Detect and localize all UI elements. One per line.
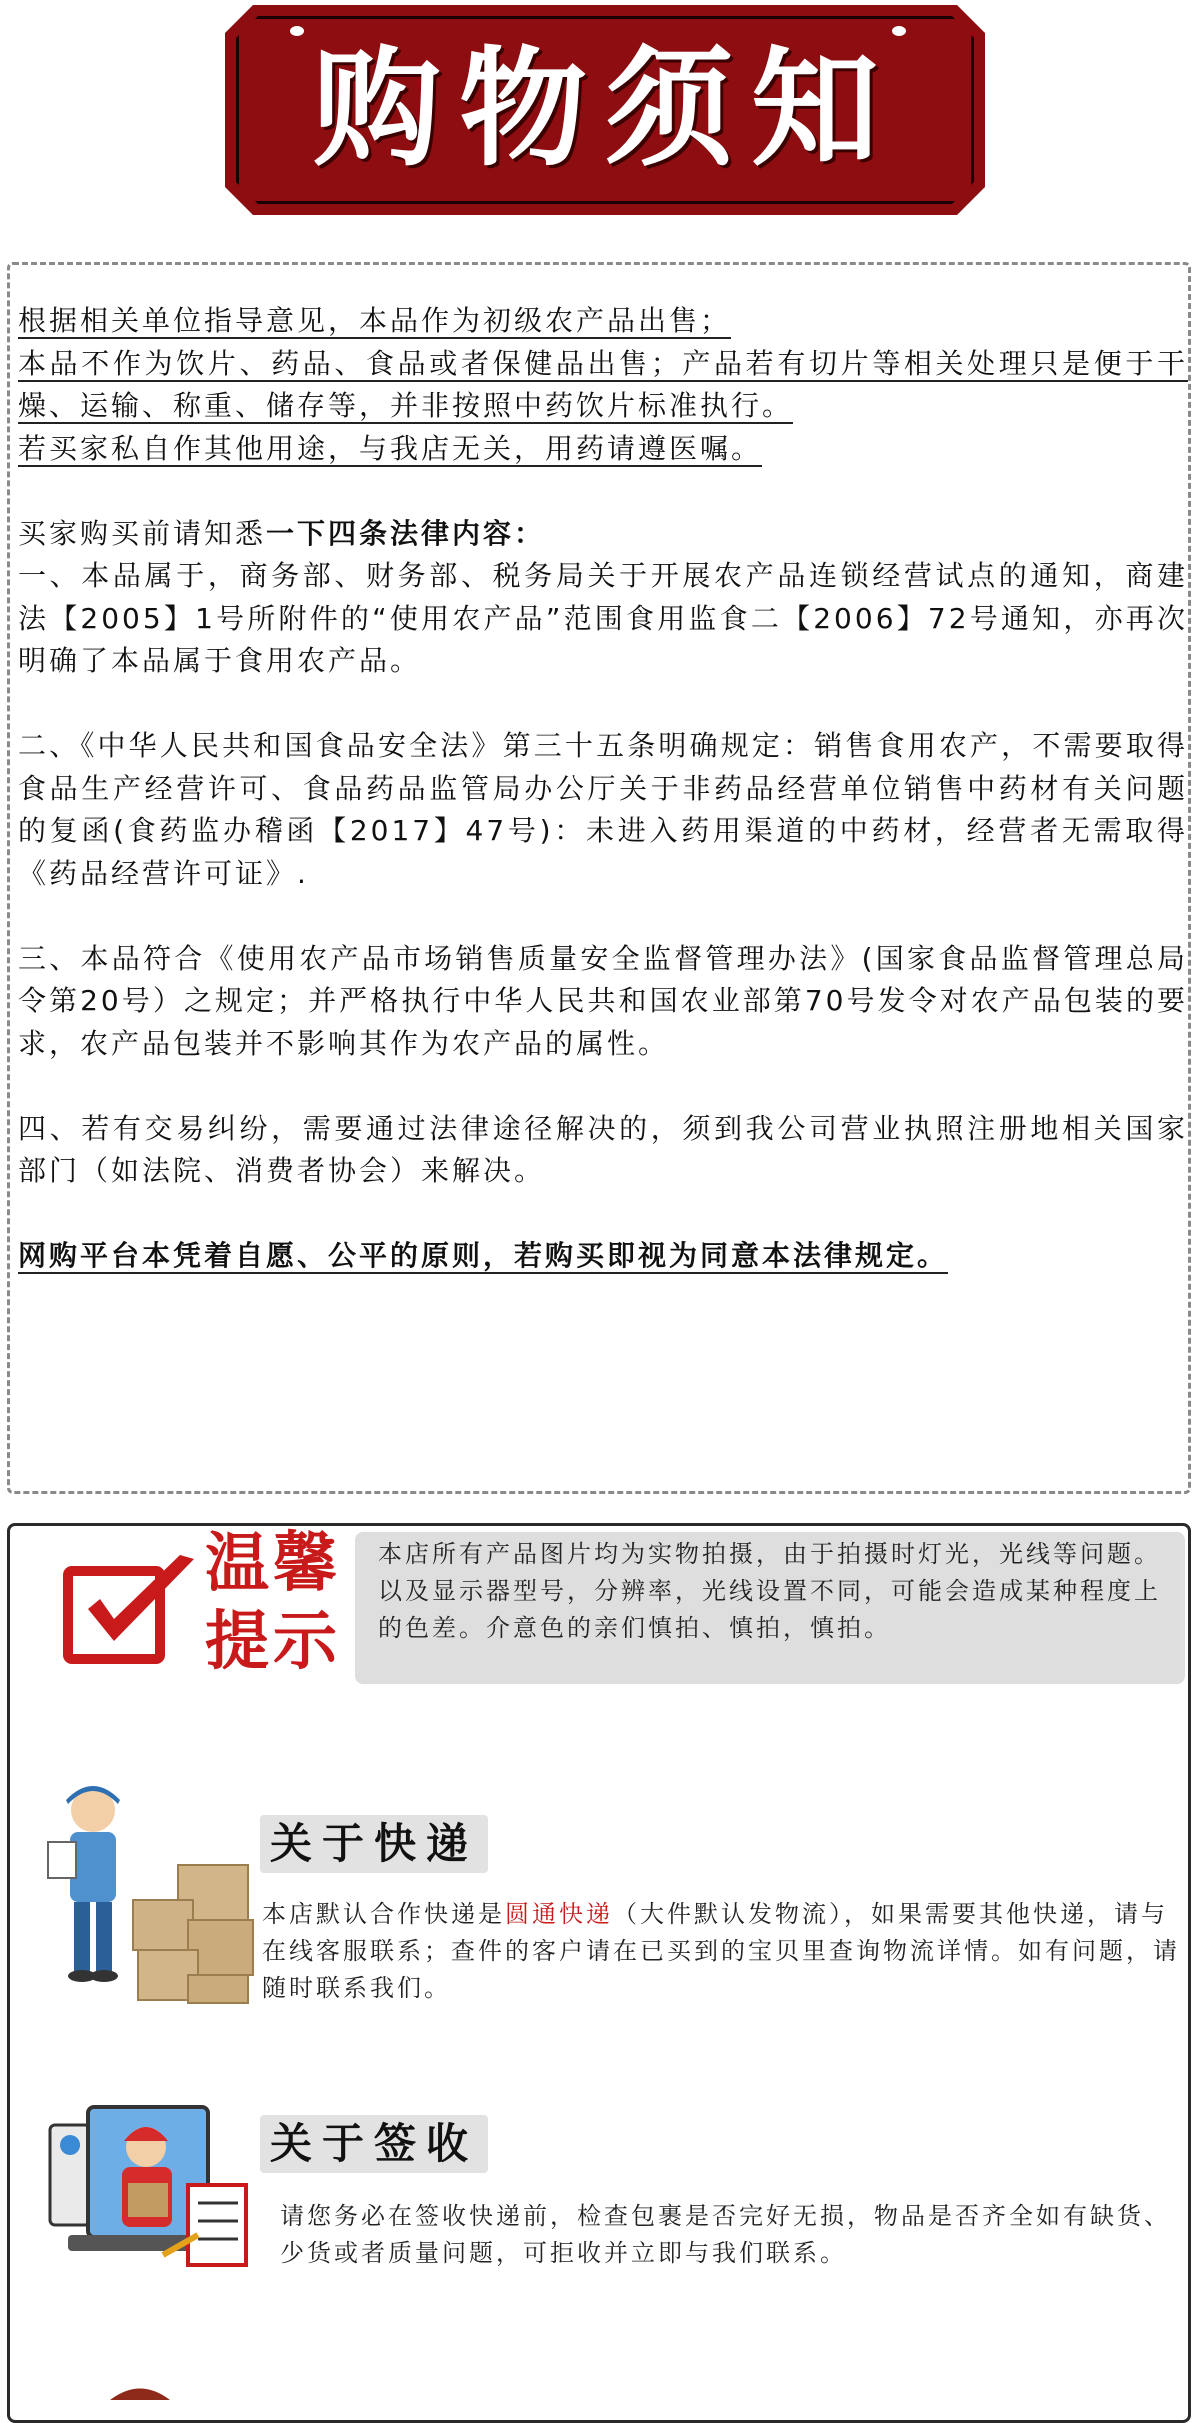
notice-p1: 根据相关单位指导意见，本品作为初级农产品出售； bbox=[18, 304, 732, 337]
express-text-a: 本店默认合作快递是 bbox=[262, 1900, 505, 1928]
checkbox-icon bbox=[62, 1553, 202, 1665]
express-text-b: （大件默认发物流），如果需要其他快递，请与在线客服联系；查件的客户请在已买到的宝贝里查询物流详情。如有问题，请随时联系我们。 bbox=[262, 1900, 1180, 2002]
notice-closing: 网购平台本凭着自愿、公平的原则，若购买即视为同意本法律规定。 bbox=[18, 1239, 949, 1272]
express-label: 关于快递 bbox=[260, 1815, 488, 1873]
law-3: 三、本品符合《使用农产品市场销售质量安全监督管理办法》(国家食品监督管理总局令第20号）之规定；并严格执行中华人民共和国农业部第70号发令对农产品包装的要求，农产品包装并不影响其作为农产品的属性。 bbox=[18, 941, 1188, 1060]
notice-p2: 本品不作为饮片、药品、食品或者保健品出售；产品若有切片等相关处理只是便于干燥、运输、称重、储存等，并非按照中药饮片标准执行。 bbox=[18, 346, 1188, 422]
tip-text: 本店所有产品图片均为实物拍摄，由于拍摄时灯光，光线等问题。以及显示器型号，分辨率，光线设置不同，可能会造成某种程度上的色差。介意色的亲们慎拍、慎拍，慎拍。 bbox=[378, 1540, 1161, 1642]
partial-icon bbox=[110, 2385, 170, 2400]
notice-p3: 若买家私自作其他用途，与我店无关，用药请遵医嘱。 bbox=[18, 431, 763, 465]
notice-intro: 买家购买前请知悉 bbox=[18, 516, 267, 550]
notice-intro-bold: 一下四条法律内容： bbox=[266, 516, 546, 550]
express-highlight: 圆通快递 bbox=[505, 1900, 613, 1928]
page-title: 购物须知 bbox=[312, 35, 897, 184]
tip-title bbox=[205, 1525, 355, 1681]
express-text bbox=[262, 1896, 1187, 2007]
tip-title-line2: 提示 bbox=[205, 1604, 341, 1679]
signing-label: 关于签收 bbox=[260, 2115, 488, 2173]
law-1: 一、本品属于，商务部、财务部、税务局关于开展农产品连锁经营试点的通知，商建法【2005】1号所附件的“使用农产品”范围食用监食二【2006】72号通知，亦再次明确了本品属于食用农产品。 bbox=[18, 559, 1188, 677]
signing-text: 请您务必在签收快递前，检查包裹是否完好无损，物品是否齐全如有缺货、少货或者质量问题，可拒收并立即与我们联系。 bbox=[280, 2202, 1171, 2267]
law-2: 二、《中华人民共和国食品安全法》第三十五条明确规定：销售食用农产，不需要取得食品生产经营许可、食品药品监管局办公厅关于非药品经营单位销售中药材有关问题的复函(食药监办稽函【2017】47号)：未进入药用渠道的中药材，经营者无需取得《药品经营许可证》. bbox=[18, 729, 1188, 890]
law-4: 四、若有交易纠纷，需要通过法律途径解决的，须到我公司营业执照注册地相关国家部门（如法院、消费者协会）来解决。 bbox=[18, 1111, 1188, 1187]
notice-text bbox=[18, 300, 1188, 1278]
tip-title-line1: 温馨 bbox=[205, 1526, 341, 1601]
delivery-laptop-icon bbox=[48, 2085, 258, 2270]
courier-boxes-icon bbox=[38, 1780, 258, 2005]
